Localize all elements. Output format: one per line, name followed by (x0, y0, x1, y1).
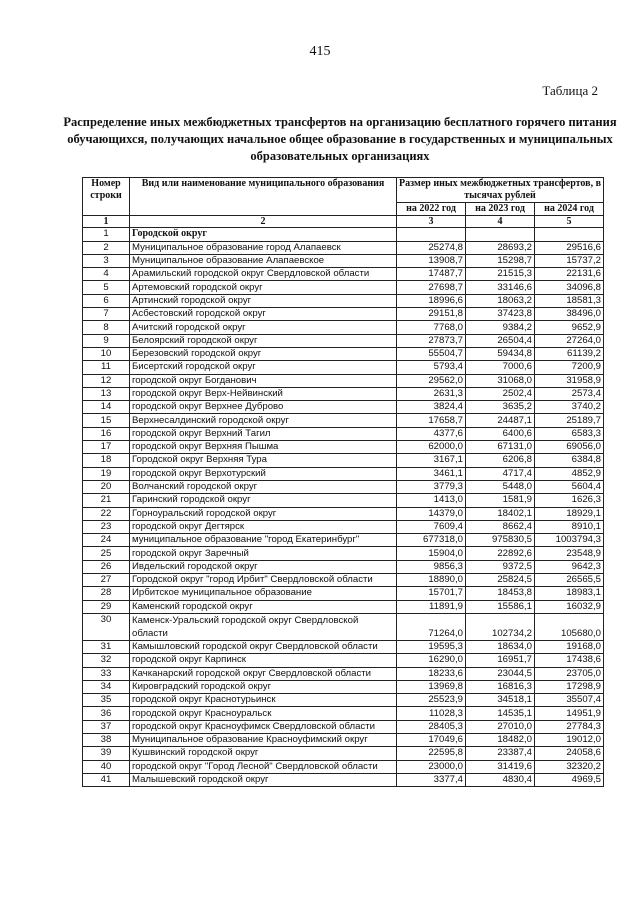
amount-2022-cell: 1413,0 (397, 494, 466, 507)
amount-2023-cell: 23044,5 (466, 667, 535, 680)
municipality-name-cell: городской округ Богданович (130, 374, 397, 387)
table-row (83, 347, 604, 360)
amount-2022-cell: 71264,0 (397, 613, 466, 640)
amount-2024-cell: 29516,6 (535, 241, 604, 254)
column-number: 5 (535, 216, 604, 228)
amount-2023-cell: 28693,2 (466, 241, 535, 254)
table-row (83, 454, 604, 467)
table-row (83, 520, 604, 533)
amount-2024-cell: 1626,3 (535, 494, 604, 507)
municipality-name-cell: Белоярский городской округ (130, 334, 397, 347)
amount-2022-cell: 62000,0 (397, 441, 466, 454)
header-row-number: Номер строки (83, 178, 130, 216)
table-row (83, 361, 604, 374)
table-row (83, 321, 604, 334)
amount-2022-cell: 17049,6 (397, 733, 466, 746)
table-row (83, 613, 604, 640)
municipality-name-cell: Волчанский городской округ (130, 480, 397, 493)
row-number-cell: 34 (83, 680, 130, 693)
municipality-name-cell: городской округ Заречный (130, 547, 397, 560)
amount-2024-cell: 19012,0 (535, 733, 604, 746)
amount-2022-cell: 15701,7 (397, 587, 466, 600)
table-body (83, 228, 604, 787)
header-year-2022: на 2022 год (397, 203, 466, 216)
amount-2022-cell: 25523,9 (397, 694, 466, 707)
row-number-cell: 30 (83, 613, 130, 640)
row-number-cell: 26 (83, 560, 130, 573)
municipality-name-cell: городской округ Верхнее Дуброво (130, 401, 397, 414)
row-number-cell: 39 (83, 747, 130, 760)
amount-2024-cell: 18581,3 (535, 294, 604, 307)
amount-2024-cell: 17438,6 (535, 654, 604, 667)
amount-2024-cell: 9652,9 (535, 321, 604, 334)
amount-2023-cell: 34518,1 (466, 694, 535, 707)
row-number-cell: 10 (83, 347, 130, 360)
amount-2023-cell: 26504,4 (466, 334, 535, 347)
header-year-2024: на 2024 год (535, 203, 604, 216)
document-title: Распределение иных межбюджетных трансфертов на организацию бесплатного горячего питания обучающихся, получающих начальное общее образование в государственных и муниципальных образовательных организациях (63, 115, 617, 163)
municipality-name-cell: Бисертский городской округ (130, 361, 397, 374)
municipality-name-cell: городской округ Верхняя Пышма (130, 441, 397, 454)
table-row (83, 228, 604, 241)
amount-2024-cell: 3740,2 (535, 401, 604, 414)
table-row (83, 427, 604, 440)
table-row (83, 254, 604, 267)
amount-2023-cell: 9384,2 (466, 321, 535, 334)
amount-2023-cell: 25824,5 (466, 574, 535, 587)
amount-2022-cell: 17658,7 (397, 414, 466, 427)
amount-2022-cell: 17487,7 (397, 268, 466, 281)
amount-2024-cell: 15737,2 (535, 254, 604, 267)
amount-2023-cell: 1581,9 (466, 494, 535, 507)
table-row (83, 574, 604, 587)
amount-2023-cell: 31419,6 (466, 760, 535, 773)
amount-2023-cell: 18402,1 (466, 507, 535, 520)
row-number-cell: 29 (83, 600, 130, 613)
amount-2023-cell: 102734,2 (466, 613, 535, 640)
table-row (83, 268, 604, 281)
table-row (83, 587, 604, 600)
municipality-name-cell: городской округ "Город Лесной" Свердловской области (130, 760, 397, 773)
row-number-cell: 4 (83, 268, 130, 281)
amount-2023-cell: 24487,1 (466, 414, 535, 427)
amount-2023-cell: 9372,5 (466, 560, 535, 573)
municipality-name-cell: городской округ Карпинск (130, 654, 397, 667)
table-row (83, 733, 604, 746)
amount-2023-cell: 18453,8 (466, 587, 535, 600)
amount-2023-cell: 59434,8 (466, 347, 535, 360)
municipality-name-cell: городской округ Верхотурский (130, 467, 397, 480)
municipality-name-cell: Березовский городской округ (130, 347, 397, 360)
municipality-name-cell: Муниципальное образование Алапаевское (130, 254, 397, 267)
header-transfer-amount: Размер иных межбюджетных трансфертов, в тысячах рублей (397, 178, 604, 203)
municipality-name-cell: городской округ Красноуральск (130, 707, 397, 720)
municipality-name-cell: муниципальное образование "город Екатеринбург" (130, 534, 397, 547)
amount-2024-cell: 32320,2 (535, 760, 604, 773)
row-number-cell: 13 (83, 387, 130, 400)
municipality-name-cell: Горноуральский городской округ (130, 507, 397, 520)
amount-2022-cell: 15904,0 (397, 547, 466, 560)
table-row (83, 294, 604, 307)
table-row (83, 654, 604, 667)
row-number-cell: 35 (83, 694, 130, 707)
amount-2023-cell: 22892,6 (466, 547, 535, 560)
municipality-name-cell: Ачитский городской округ (130, 321, 397, 334)
row-number-cell: 12 (83, 374, 130, 387)
municipality-name-cell: городской округ Верхний Тагил (130, 427, 397, 440)
amount-2022-cell: 9856,3 (397, 560, 466, 573)
amount-2022-cell: 16290,0 (397, 654, 466, 667)
table-row (83, 414, 604, 427)
amount-2022-cell: 27873,7 (397, 334, 466, 347)
amount-2024-cell: 7200,9 (535, 361, 604, 374)
column-number: 4 (466, 216, 535, 228)
amount-2023-cell: 5448,0 (466, 480, 535, 493)
municipality-name-cell: городской округ Верх-Нейвинский (130, 387, 397, 400)
municipality-name-cell: Гаринский городской округ (130, 494, 397, 507)
amount-2023-cell: 27010,0 (466, 720, 535, 733)
amount-2022-cell: 3824,4 (397, 401, 466, 414)
amount-2023-cell: 6206,8 (466, 454, 535, 467)
municipality-name-cell: Городской округ (130, 228, 397, 241)
amount-2024-cell: 16032,9 (535, 600, 604, 613)
table-row (83, 694, 604, 707)
row-number-cell: 25 (83, 547, 130, 560)
amount-2024-cell: 6384,8 (535, 454, 604, 467)
row-number-cell: 7 (83, 308, 130, 321)
municipality-name-cell: Верхнесалдинский городской округ (130, 414, 397, 427)
amount-2022-cell: 19595,3 (397, 640, 466, 653)
amount-2022-cell: 11891,9 (397, 600, 466, 613)
row-number-cell: 17 (83, 441, 130, 454)
page-number: 415 (309, 44, 331, 59)
amount-2023-cell: 33146,6 (466, 281, 535, 294)
municipality-name-cell: Качканарский городской округ Свердловской области (130, 667, 397, 680)
amount-2024-cell: 23705,0 (535, 667, 604, 680)
amount-2022-cell: 13969,8 (397, 680, 466, 693)
amount-2022-cell: 28405,3 (397, 720, 466, 733)
amount-2023-cell: 3635,2 (466, 401, 535, 414)
table-row (83, 720, 604, 733)
row-number-cell: 19 (83, 467, 130, 480)
row-number-cell: 8 (83, 321, 130, 334)
column-number: 1 (83, 216, 130, 228)
row-number-cell: 23 (83, 520, 130, 533)
table-row (83, 507, 604, 520)
table-row (83, 494, 604, 507)
municipality-name-cell: Асбестовский городской округ (130, 308, 397, 321)
amount-2023-cell: 21515,3 (466, 268, 535, 281)
municipality-name-cell: городской округ Дегтярск (130, 520, 397, 533)
amount-2023-cell: 15586,1 (466, 600, 535, 613)
amount-2024-cell: 26565,5 (535, 574, 604, 587)
amount-2024-cell: 6583,3 (535, 427, 604, 440)
amount-2022-cell: 29562,0 (397, 374, 466, 387)
table-row (83, 600, 604, 613)
amount-2022-cell (397, 228, 466, 241)
amount-2023-cell: 4830,4 (466, 773, 535, 786)
amount-2022-cell: 29151,8 (397, 308, 466, 321)
table-row (83, 401, 604, 414)
table-row (83, 680, 604, 693)
amount-2023-cell: 23387,4 (466, 747, 535, 760)
amount-2024-cell: 1003794,3 (535, 534, 604, 547)
row-number-cell: 33 (83, 667, 130, 680)
municipality-name-cell: Камышловский городской округ Свердловской области (130, 640, 397, 653)
amount-2023-cell: 18063,2 (466, 294, 535, 307)
row-number-cell: 15 (83, 414, 130, 427)
amount-2023-cell: 6400,6 (466, 427, 535, 440)
amount-2023-cell: 975830,5 (466, 534, 535, 547)
amount-2024-cell: 9642,3 (535, 560, 604, 573)
amount-2022-cell: 23000,0 (397, 760, 466, 773)
amount-2022-cell: 7768,0 (397, 321, 466, 334)
row-number-cell: 21 (83, 494, 130, 507)
amount-2022-cell: 55504,7 (397, 347, 466, 360)
amount-2023-cell: 8662,4 (466, 520, 535, 533)
amount-2022-cell: 4377,6 (397, 427, 466, 440)
amount-2022-cell: 14379,0 (397, 507, 466, 520)
amount-2024-cell (535, 228, 604, 241)
row-number-cell: 14 (83, 401, 130, 414)
row-number-cell: 6 (83, 294, 130, 307)
table-row (83, 773, 604, 786)
amount-2024-cell: 25189,7 (535, 414, 604, 427)
amount-2022-cell: 11028,3 (397, 707, 466, 720)
row-number-cell: 22 (83, 507, 130, 520)
amount-2024-cell: 22131,6 (535, 268, 604, 281)
amount-2022-cell: 27698,7 (397, 281, 466, 294)
amount-2024-cell: 5604,4 (535, 480, 604, 493)
row-number-cell: 16 (83, 427, 130, 440)
municipality-name-cell: Артинский городской округ (130, 294, 397, 307)
amount-2024-cell: 8910,1 (535, 520, 604, 533)
table-row (83, 441, 604, 454)
amount-2024-cell: 105680,0 (535, 613, 604, 640)
amount-2022-cell: 13908,7 (397, 254, 466, 267)
amount-2023-cell: 18482,0 (466, 733, 535, 746)
amount-2022-cell: 677318,0 (397, 534, 466, 547)
amount-2024-cell: 27784,3 (535, 720, 604, 733)
amount-2022-cell: 22595,8 (397, 747, 466, 760)
row-number-cell: 2 (83, 241, 130, 254)
amount-2024-cell: 31958,9 (535, 374, 604, 387)
municipality-name-cell: Муниципальное образование город Алапаевск (130, 241, 397, 254)
amount-2023-cell: 14535,1 (466, 707, 535, 720)
amount-2024-cell: 17298,9 (535, 680, 604, 693)
municipality-name-cell: Городской округ "город Ирбит" Свердловской области (130, 574, 397, 587)
municipality-name-cell: Артемовский городской округ (130, 281, 397, 294)
amount-2024-cell: 38496,0 (535, 308, 604, 321)
row-number-cell: 27 (83, 574, 130, 587)
row-number-cell: 24 (83, 534, 130, 547)
municipality-name-cell: Кушвинский городской округ (130, 747, 397, 760)
amount-2022-cell: 3377,4 (397, 773, 466, 786)
amount-2023-cell: 4717,4 (466, 467, 535, 480)
amount-2023-cell: 37423,8 (466, 308, 535, 321)
header-year-2023: на 2023 год (466, 203, 535, 216)
table-row (83, 560, 604, 573)
row-number-cell: 37 (83, 720, 130, 733)
table-row (83, 547, 604, 560)
table-row (83, 667, 604, 680)
municipality-name-cell: Арамильский городской округ Свердловской области (130, 268, 397, 281)
amount-2023-cell: 31068,0 (466, 374, 535, 387)
table-row (83, 308, 604, 321)
amount-2024-cell: 24058,6 (535, 747, 604, 760)
row-number-cell: 11 (83, 361, 130, 374)
amount-2024-cell: 69056,0 (535, 441, 604, 454)
table-row (83, 334, 604, 347)
row-number-cell: 31 (83, 640, 130, 653)
table-row (83, 480, 604, 493)
amount-2024-cell: 34096,8 (535, 281, 604, 294)
amount-2022-cell: 3167,1 (397, 454, 466, 467)
amount-2024-cell: 23548,9 (535, 547, 604, 560)
row-number-cell: 3 (83, 254, 130, 267)
amount-2024-cell: 14951,9 (535, 707, 604, 720)
row-number-cell: 41 (83, 773, 130, 786)
amount-2023-cell (466, 228, 535, 241)
amount-2024-cell: 4969,5 (535, 773, 604, 786)
amount-2022-cell: 2631,3 (397, 387, 466, 400)
table-row (83, 640, 604, 653)
amount-2023-cell: 16816,3 (466, 680, 535, 693)
table-row (83, 747, 604, 760)
row-number-cell: 28 (83, 587, 130, 600)
amount-2024-cell: 19168,0 (535, 640, 604, 653)
amount-2024-cell: 18983,1 (535, 587, 604, 600)
municipality-name-cell: Кировградский городской округ (130, 680, 397, 693)
municipality-name-cell: городской округ Красноуфимск Свердловской области (130, 720, 397, 733)
amount-2022-cell: 18996,6 (397, 294, 466, 307)
municipality-name-cell: Малышевский городской округ (130, 773, 397, 786)
column-number: 2 (130, 216, 397, 228)
amount-2022-cell: 25274,8 (397, 241, 466, 254)
table-row (83, 534, 604, 547)
row-number-cell: 38 (83, 733, 130, 746)
amount-2024-cell: 4852,9 (535, 467, 604, 480)
column-number: 3 (397, 216, 466, 228)
amount-2022-cell: 18890,0 (397, 574, 466, 587)
amount-2024-cell: 27264,0 (535, 334, 604, 347)
amount-2023-cell: 67131,0 (466, 441, 535, 454)
municipality-name-cell: Ирбитское муниципальное образование (130, 587, 397, 600)
amount-2023-cell: 16951,7 (466, 654, 535, 667)
amount-2022-cell: 7609,4 (397, 520, 466, 533)
amount-2022-cell: 3779,3 (397, 480, 466, 493)
municipality-name-cell: Каменский городской округ (130, 600, 397, 613)
amount-2022-cell: 5793,4 (397, 361, 466, 374)
table-row (83, 241, 604, 254)
amount-2022-cell: 18233,6 (397, 667, 466, 680)
row-number-cell: 1 (83, 228, 130, 241)
table-row (83, 467, 604, 480)
amount-2023-cell: 18634,0 (466, 640, 535, 653)
table-row (83, 707, 604, 720)
row-number-cell: 20 (83, 480, 130, 493)
amount-2023-cell: 2502,4 (466, 387, 535, 400)
amount-2023-cell: 15298,7 (466, 254, 535, 267)
transfers-table (82, 177, 604, 787)
table-row (83, 760, 604, 773)
table-row (83, 374, 604, 387)
municipality-name-cell: Муниципальное образование Красноуфимский округ (130, 733, 397, 746)
row-number-cell: 5 (83, 281, 130, 294)
row-number-cell: 40 (83, 760, 130, 773)
table-label: Таблица 2 (542, 83, 598, 98)
row-number-cell: 9 (83, 334, 130, 347)
table-row (83, 281, 604, 294)
municipality-name-cell: Городской округ Верхняя Тура (130, 454, 397, 467)
header-name: Вид или наименование муниципального образования (130, 178, 397, 216)
amount-2024-cell: 61139,2 (535, 347, 604, 360)
amount-2024-cell: 35507,4 (535, 694, 604, 707)
municipality-name-cell: городской округ Краснотурьинск (130, 694, 397, 707)
amount-2024-cell: 18929,1 (535, 507, 604, 520)
municipality-name-cell: Ивдельский городской округ (130, 560, 397, 573)
municipality-name-cell: Каменск-Уральский городской округ Свердловской области (130, 613, 397, 640)
amount-2022-cell: 3461,1 (397, 467, 466, 480)
row-number-cell: 36 (83, 707, 130, 720)
row-number-cell: 32 (83, 654, 130, 667)
row-number-cell: 18 (83, 454, 130, 467)
table-row (83, 387, 604, 400)
amount-2023-cell: 7000,6 (466, 361, 535, 374)
amount-2024-cell: 2573,4 (535, 387, 604, 400)
